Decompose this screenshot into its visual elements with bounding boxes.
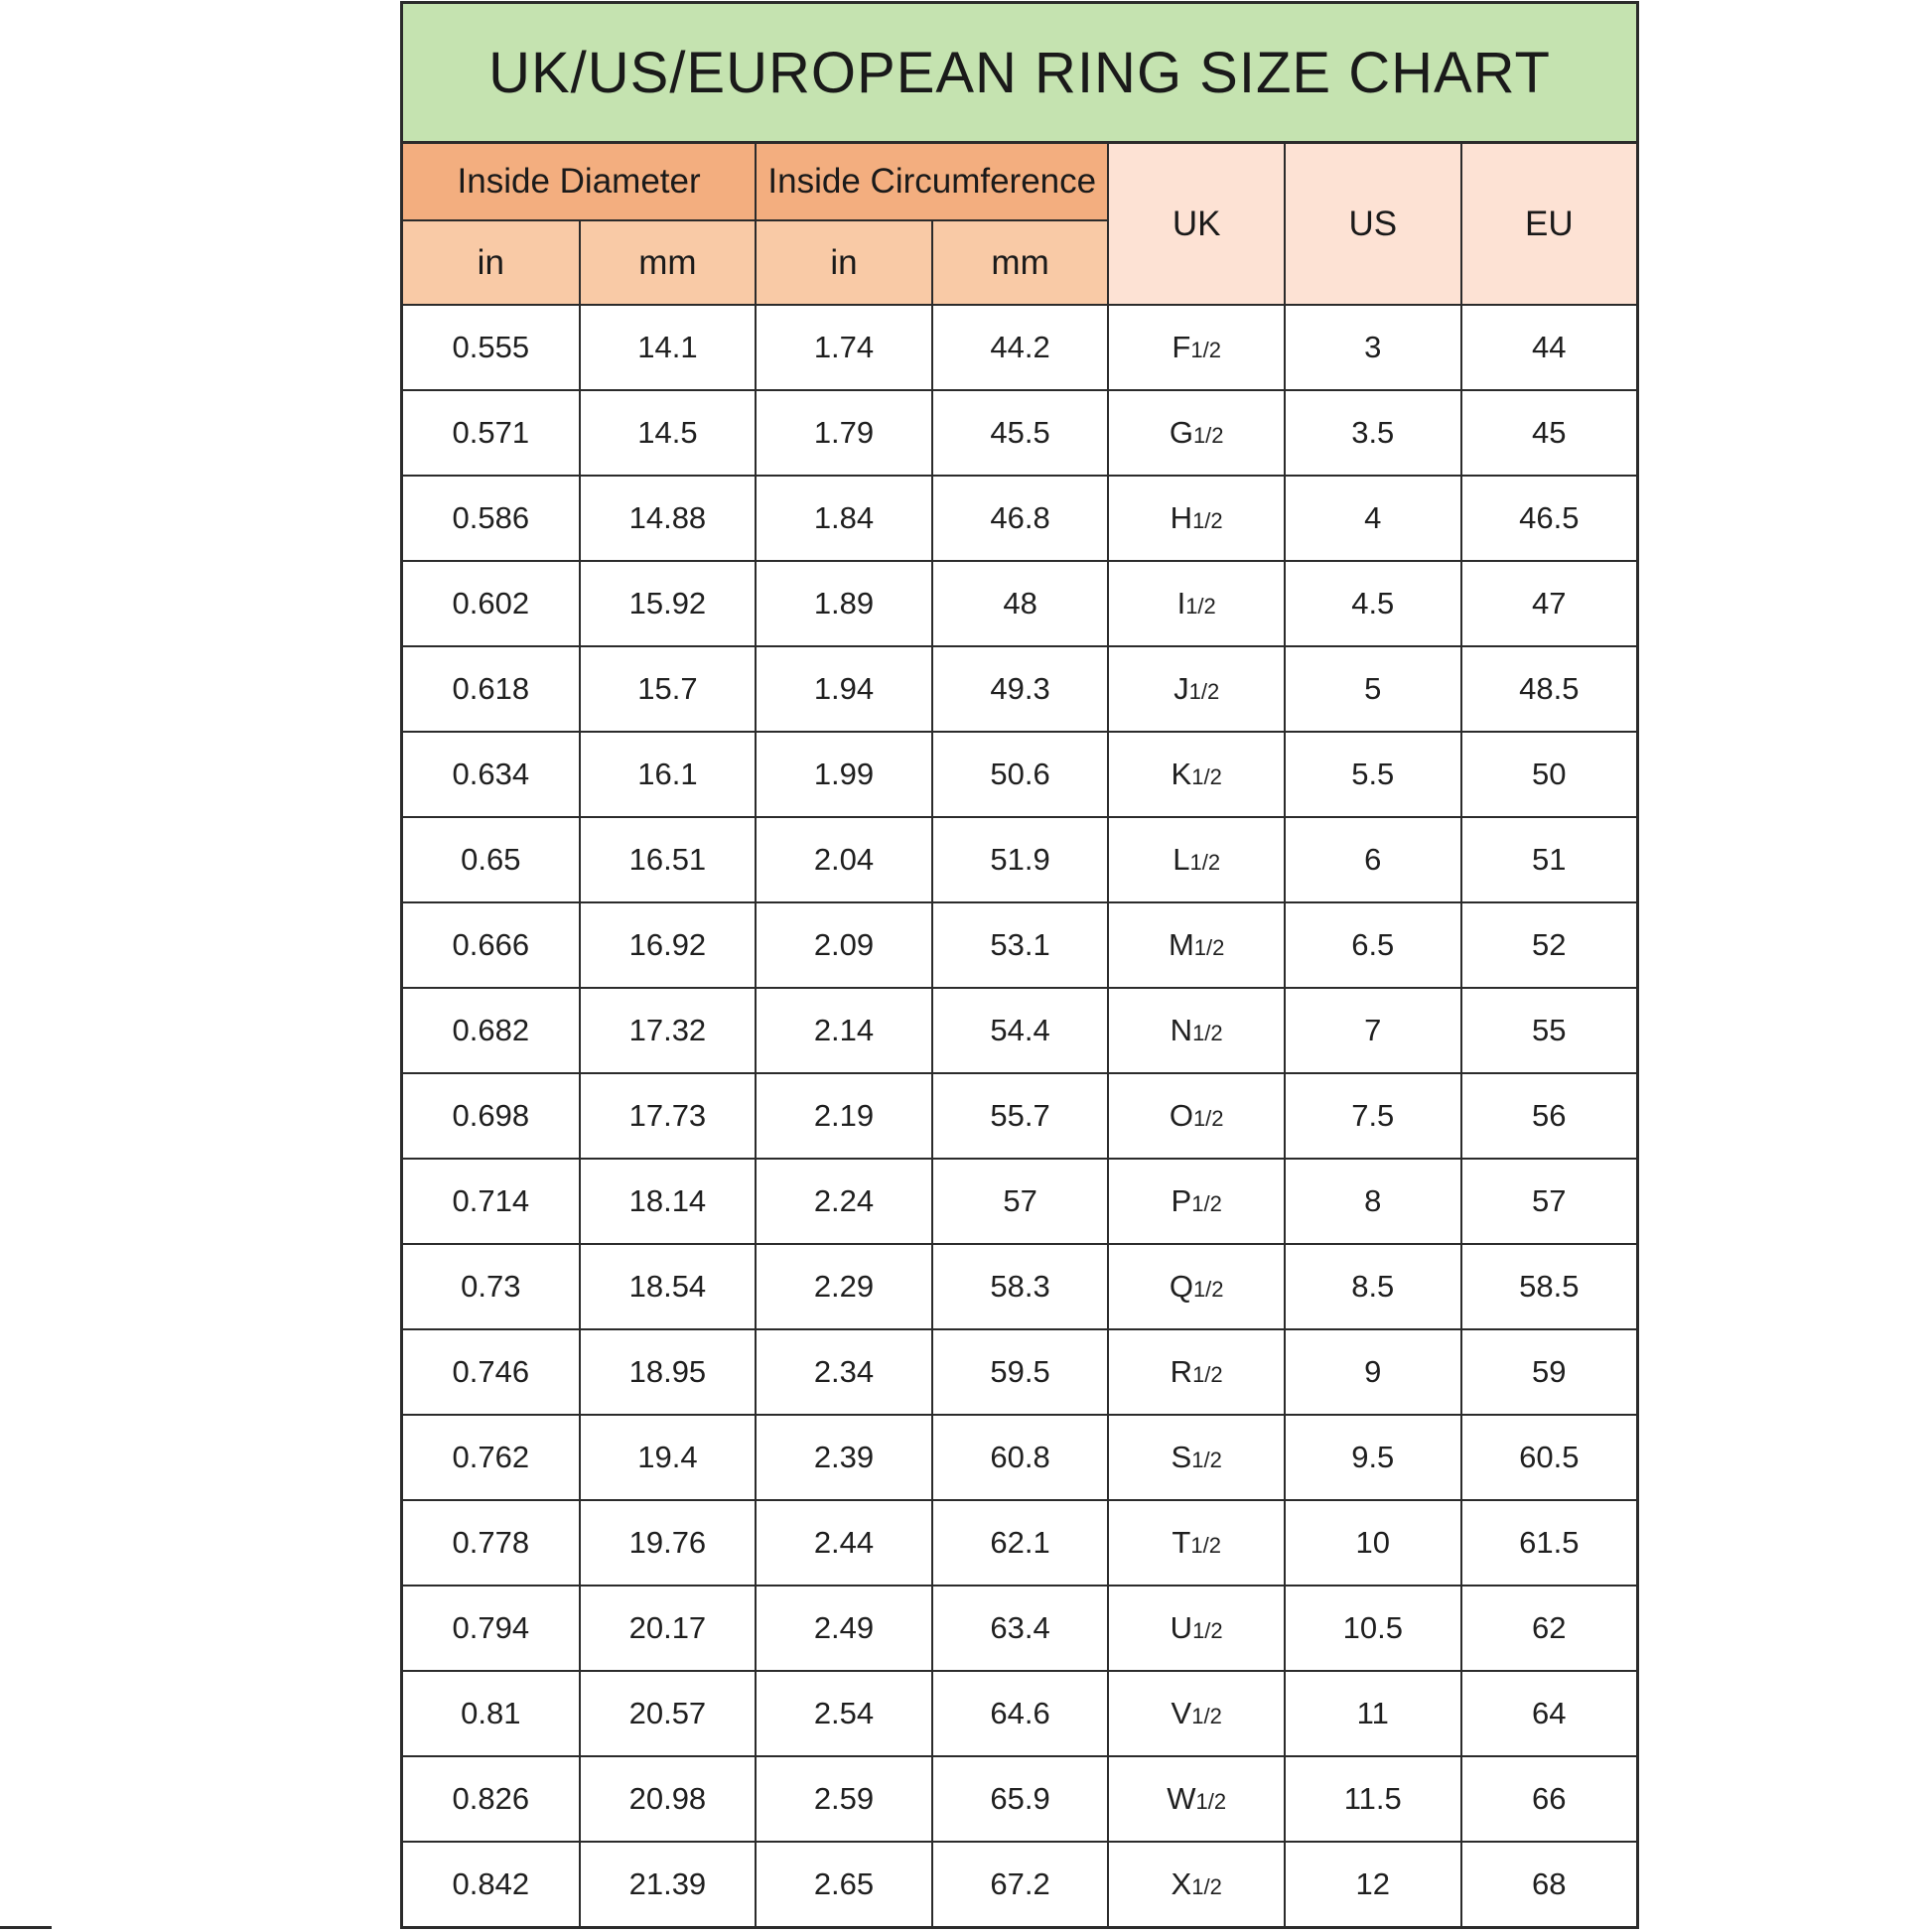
cell-diameter-mm: 19.76 [580, 1500, 757, 1586]
cell-eu: 60.5 [1461, 1415, 1636, 1500]
cell-uk [1108, 476, 1285, 561]
cell-us: 9.5 [1285, 1415, 1461, 1500]
cell-uk [1108, 988, 1285, 1073]
cell-eu: 50 [1461, 732, 1636, 817]
cell-us: 8 [1285, 1159, 1461, 1244]
cell-diameter-mm: 19.4 [580, 1415, 757, 1500]
table-body [403, 305, 1636, 1926]
table-row [403, 1756, 1636, 1842]
cell-us: 10.5 [1285, 1586, 1461, 1671]
cell-us: 5.5 [1285, 732, 1461, 817]
cell-diameter-in: 0.682 [403, 988, 580, 1073]
cell-circumference-in: 2.44 [756, 1500, 932, 1586]
cell-circumference-mm: 65.9 [932, 1756, 1109, 1842]
table-row [403, 1500, 1636, 1586]
cell-uk [1108, 1671, 1285, 1756]
cell-eu: 59 [1461, 1329, 1636, 1415]
header-diameter-mm: mm [580, 220, 757, 305]
uk-size-fraction: 1/2 [1193, 935, 1225, 960]
cell-us: 8.5 [1285, 1244, 1461, 1329]
cell-circumference-in: 2.19 [756, 1073, 932, 1159]
cell-circumference-mm: 51.9 [932, 817, 1109, 902]
uk-size-fraction: 1/2 [1188, 679, 1220, 704]
cell-circumference-in: 2.04 [756, 817, 932, 902]
cell-eu: 48.5 [1461, 646, 1636, 732]
cell-circumference-mm: 44.2 [932, 305, 1109, 390]
cell-circumference-mm: 54.4 [932, 988, 1109, 1073]
uk-size-fraction: 1/2 [1192, 508, 1223, 533]
cell-us: 5 [1285, 646, 1461, 732]
table-row [403, 476, 1636, 561]
table-row [403, 902, 1636, 988]
uk-size-fraction: 1/2 [1190, 1533, 1221, 1558]
cell-uk [1108, 1159, 1285, 1244]
uk-size-fraction: 1/2 [1192, 1021, 1223, 1045]
uk-size-fraction: 1/2 [1192, 423, 1224, 448]
cell-eu: 62 [1461, 1586, 1636, 1671]
cell-circumference-in: 2.49 [756, 1586, 932, 1671]
uk-size-letter: M [1168, 927, 1194, 962]
cell-circumference-in: 1.84 [756, 476, 932, 561]
cell-circumference-mm: 58.3 [932, 1244, 1109, 1329]
cell-circumference-in: 2.59 [756, 1756, 932, 1842]
cell-diameter-mm: 16.92 [580, 902, 757, 988]
cell-diameter-mm: 20.98 [580, 1756, 757, 1842]
cell-eu: 44 [1461, 305, 1636, 390]
table-row [403, 817, 1636, 902]
cell-uk [1108, 1415, 1285, 1500]
cell-diameter-mm: 17.32 [580, 988, 757, 1073]
uk-size-letter: V [1171, 1696, 1192, 1730]
cell-diameter-mm: 15.7 [580, 646, 757, 732]
cell-circumference-in: 1.79 [756, 390, 932, 476]
cell-diameter-in: 0.634 [403, 732, 580, 817]
table-row [403, 1159, 1636, 1244]
uk-size-letter: X [1171, 1866, 1192, 1901]
cell-diameter-in: 0.826 [403, 1756, 580, 1842]
cell-circumference-in: 2.65 [756, 1842, 932, 1926]
uk-size-letter: S [1171, 1440, 1192, 1474]
cell-uk [1108, 390, 1285, 476]
cell-circumference-in: 2.39 [756, 1415, 932, 1500]
uk-size-letter: I [1176, 586, 1186, 621]
cell-us: 9 [1285, 1329, 1461, 1415]
cell-diameter-in: 0.762 [403, 1415, 580, 1500]
cell-diameter-mm: 20.17 [580, 1586, 757, 1671]
cell-us: 4 [1285, 476, 1461, 561]
cell-us: 7 [1285, 988, 1461, 1073]
cell-circumference-in: 2.24 [756, 1159, 932, 1244]
cell-diameter-in: 0.571 [403, 390, 580, 476]
table-row [403, 390, 1636, 476]
uk-size-fraction: 1/2 [1192, 1362, 1223, 1387]
cell-diameter-mm: 18.95 [580, 1329, 757, 1415]
cell-circumference-mm: 53.1 [932, 902, 1109, 988]
cell-circumference-in: 2.54 [756, 1671, 932, 1756]
uk-size-letter: O [1169, 1098, 1193, 1133]
cell-diameter-mm: 18.54 [580, 1244, 757, 1329]
cell-circumference-mm: 45.5 [932, 390, 1109, 476]
uk-size-fraction: 1/2 [1192, 1618, 1223, 1643]
cell-uk [1108, 305, 1285, 390]
uk-size-letter: R [1170, 1354, 1193, 1389]
cell-circumference-mm: 62.1 [932, 1500, 1109, 1586]
cell-circumference-mm: 59.5 [932, 1329, 1109, 1415]
table-row [403, 1244, 1636, 1329]
table-row [403, 305, 1636, 390]
cell-us: 6 [1285, 817, 1461, 902]
uk-size-fraction: 1/2 [1195, 1789, 1227, 1814]
uk-size-letter: W [1167, 1781, 1196, 1816]
header-circumference-in: in [756, 220, 932, 305]
table-row [403, 1671, 1636, 1756]
cell-diameter-mm: 16.1 [580, 732, 757, 817]
cell-circumference-in: 2.29 [756, 1244, 932, 1329]
table-row [403, 1073, 1636, 1159]
cell-us: 7.5 [1285, 1073, 1461, 1159]
uk-size-fraction: 1/2 [1192, 1106, 1224, 1131]
uk-size-fraction: 1/2 [1190, 338, 1221, 362]
cell-uk [1108, 1586, 1285, 1671]
cell-us: 11.5 [1285, 1756, 1461, 1842]
uk-size-letter: J [1173, 671, 1189, 706]
uk-size-letter: Q [1169, 1269, 1193, 1304]
cell-uk [1108, 1244, 1285, 1329]
cell-circumference-in: 2.14 [756, 988, 932, 1073]
cell-us: 10 [1285, 1500, 1461, 1586]
cell-diameter-in: 0.698 [403, 1073, 580, 1159]
cell-circumference-in: 1.74 [756, 305, 932, 390]
cell-us: 3.5 [1285, 390, 1461, 476]
cell-diameter-in: 0.794 [403, 1586, 580, 1671]
cell-uk [1108, 732, 1285, 817]
cell-uk [1108, 817, 1285, 902]
cell-circumference-mm: 50.6 [932, 732, 1109, 817]
uk-size-fraction: 1/2 [1191, 1704, 1222, 1728]
cell-circumference-in: 1.89 [756, 561, 932, 646]
table-header [403, 144, 1636, 305]
cell-circumference-mm: 46.8 [932, 476, 1109, 561]
uk-size-letter: L [1173, 842, 1190, 877]
uk-size-letter: N [1170, 1013, 1193, 1047]
header-eu: EU [1461, 144, 1636, 305]
cell-diameter-mm: 17.73 [580, 1073, 757, 1159]
cell-eu: 64 [1461, 1671, 1636, 1756]
cell-diameter-mm: 16.51 [580, 817, 757, 902]
cell-eu: 51 [1461, 817, 1636, 902]
cell-eu: 57 [1461, 1159, 1636, 1244]
cell-circumference-in: 1.99 [756, 732, 932, 817]
cell-circumference-in: 2.09 [756, 902, 932, 988]
uk-size-fraction: 1/2 [1191, 1874, 1222, 1899]
cell-uk [1108, 1842, 1285, 1926]
chart-title: UK/US/EUROPEAN RING SIZE CHART [488, 40, 1551, 105]
uk-size-letter: T [1172, 1525, 1191, 1560]
table-row [403, 732, 1636, 817]
cell-diameter-in: 0.602 [403, 561, 580, 646]
cell-circumference-mm: 60.8 [932, 1415, 1109, 1500]
cell-diameter-in: 0.746 [403, 1329, 580, 1415]
cell-eu: 52 [1461, 902, 1636, 988]
cell-circumference-mm: 64.6 [932, 1671, 1109, 1756]
cell-eu: 61.5 [1461, 1500, 1636, 1586]
uk-size-fraction: 1/2 [1192, 1277, 1224, 1302]
cell-eu: 47 [1461, 561, 1636, 646]
edge-mark [0, 1926, 52, 1929]
cell-uk [1108, 646, 1285, 732]
cell-uk [1108, 1756, 1285, 1842]
cell-diameter-in: 0.618 [403, 646, 580, 732]
header-inside-diameter: Inside Diameter [403, 144, 756, 220]
cell-eu: 55 [1461, 988, 1636, 1073]
cell-diameter-mm: 14.5 [580, 390, 757, 476]
cell-diameter-mm: 15.92 [580, 561, 757, 646]
cell-circumference-mm: 48 [932, 561, 1109, 646]
cell-circumference-in: 2.34 [756, 1329, 932, 1415]
cell-circumference-in: 1.94 [756, 646, 932, 732]
uk-size-fraction: 1/2 [1191, 1448, 1222, 1472]
cell-circumference-mm: 67.2 [932, 1842, 1109, 1926]
header-us: US [1285, 144, 1461, 305]
uk-size-fraction: 1/2 [1185, 594, 1216, 619]
table-row [403, 1842, 1636, 1926]
uk-size-letter: F [1172, 330, 1191, 364]
cell-eu: 56 [1461, 1073, 1636, 1159]
header-inside-circumference: Inside Circumference [756, 144, 1108, 220]
header-uk: UK [1108, 144, 1285, 305]
table-row [403, 1586, 1636, 1671]
cell-uk [1108, 902, 1285, 988]
cell-circumference-mm: 63.4 [932, 1586, 1109, 1671]
cell-eu: 58.5 [1461, 1244, 1636, 1329]
ring-size-table [403, 144, 1636, 1926]
table-row [403, 561, 1636, 646]
cell-diameter-in: 0.81 [403, 1671, 580, 1756]
uk-size-fraction: 1/2 [1191, 764, 1222, 789]
table-row [403, 988, 1636, 1073]
cell-diameter-in: 0.842 [403, 1842, 580, 1926]
title-bar [403, 4, 1636, 144]
uk-size-letter: K [1171, 757, 1192, 791]
cell-eu: 45 [1461, 390, 1636, 476]
cell-diameter-in: 0.666 [403, 902, 580, 988]
cell-circumference-mm: 49.3 [932, 646, 1109, 732]
cell-diameter-mm: 21.39 [580, 1842, 757, 1926]
cell-diameter-mm: 20.57 [580, 1671, 757, 1756]
uk-size-letter: P [1171, 1183, 1192, 1218]
table-row [403, 1415, 1636, 1500]
uk-size-fraction: 1/2 [1189, 850, 1221, 875]
cell-us: 11 [1285, 1671, 1461, 1756]
cell-us: 6.5 [1285, 902, 1461, 988]
cell-eu: 46.5 [1461, 476, 1636, 561]
cell-diameter-in: 0.714 [403, 1159, 580, 1244]
cell-diameter-mm: 14.1 [580, 305, 757, 390]
cell-circumference-mm: 57 [932, 1159, 1109, 1244]
cell-diameter-in: 0.555 [403, 305, 580, 390]
table-row [403, 1329, 1636, 1415]
table-row [403, 646, 1636, 732]
cell-diameter-in: 0.65 [403, 817, 580, 902]
uk-size-letter: G [1169, 415, 1193, 450]
cell-uk [1108, 1073, 1285, 1159]
cell-eu: 66 [1461, 1756, 1636, 1842]
cell-diameter-in: 0.586 [403, 476, 580, 561]
cell-us: 3 [1285, 305, 1461, 390]
cell-us: 12 [1285, 1842, 1461, 1926]
cell-circumference-mm: 55.7 [932, 1073, 1109, 1159]
cell-eu: 68 [1461, 1842, 1636, 1926]
cell-diameter-in: 0.73 [403, 1244, 580, 1329]
uk-size-letter: H [1170, 500, 1193, 535]
ring-size-chart [400, 1, 1639, 1929]
header-diameter-in: in [403, 220, 580, 305]
uk-size-letter: U [1170, 1610, 1193, 1645]
uk-size-fraction: 1/2 [1191, 1191, 1222, 1216]
cell-diameter-in: 0.778 [403, 1500, 580, 1586]
cell-diameter-mm: 14.88 [580, 476, 757, 561]
cell-uk [1108, 561, 1285, 646]
cell-uk [1108, 1500, 1285, 1586]
header-circumference-mm: mm [932, 220, 1109, 305]
cell-diameter-mm: 18.14 [580, 1159, 757, 1244]
cell-uk [1108, 1329, 1285, 1415]
cell-us: 4.5 [1285, 561, 1461, 646]
